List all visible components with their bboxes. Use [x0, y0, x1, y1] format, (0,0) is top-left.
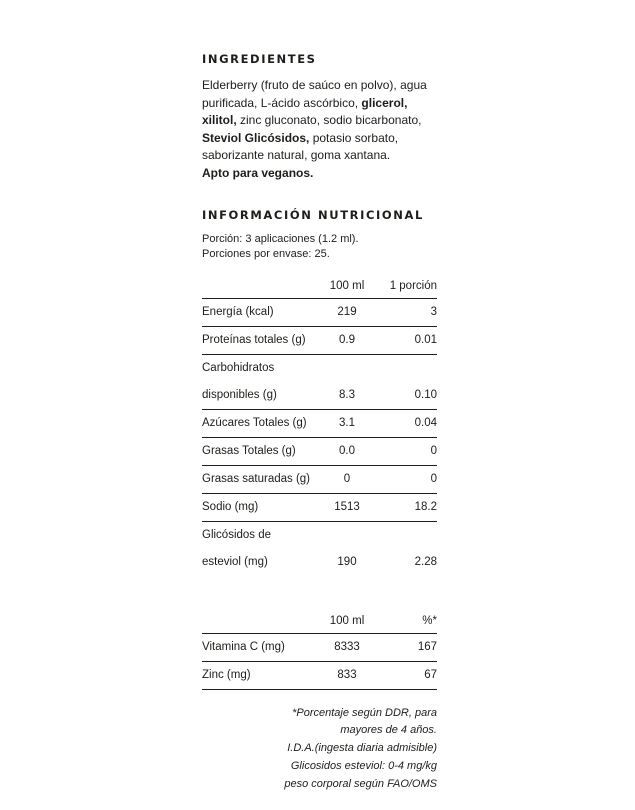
column-header-100ml: 100 ml [329, 614, 365, 627]
row-label: disponibles (g) [202, 389, 277, 402]
ingredients-text-part: potasio sorbato, saborizante natural, goma xantana. [202, 130, 399, 163]
row-value-100ml: 219 [337, 306, 357, 319]
footnote-line: *Porcentaje según DDR, para [292, 706, 437, 719]
row-label: Proteínas totales (g) [202, 334, 306, 347]
table-row [202, 662, 437, 690]
row-label: Vitamina C (mg) [202, 641, 285, 654]
row-value-100ml: 0 [343, 473, 351, 486]
footnote-line: I.D.A.(ingesta diaria admisible) [287, 742, 437, 755]
table-header [202, 609, 437, 634]
table-row [202, 382, 437, 410]
row-value-portion: 0 [430, 445, 437, 458]
row-label: Energía (kcal) [202, 306, 274, 319]
row-value-percent: 167 [417, 641, 437, 654]
ingredients-title: INGREDIENTES [202, 52, 317, 66]
portion-size: Porción: 3 aplicaciones (1.2 ml). [202, 232, 359, 245]
footnote-line: mayores de 4 años. [340, 724, 437, 737]
ingredients-text [202, 77, 437, 183]
row-label: Grasas saturadas (g) [202, 473, 311, 486]
table-row [202, 494, 437, 522]
row-label: Azúcares Totales (g) [202, 417, 307, 430]
row-value-percent: 67 [424, 669, 437, 682]
servings-per-container: Porciones por envase: 25. [202, 248, 330, 261]
column-header-percent: %* [422, 614, 437, 627]
row-label: Grasas Totales (g) [202, 445, 296, 458]
row-label-top: Glicósidos de [202, 529, 272, 542]
portion-info [202, 232, 437, 263]
row-label: Zinc (mg) [202, 669, 251, 682]
row-value-100ml: 3.1 [339, 417, 355, 430]
table-row [202, 327, 437, 355]
row-value-portion: 18.2 [414, 501, 437, 514]
table-row-label-top [202, 522, 437, 549]
row-label: esteviol (mg) [202, 556, 268, 569]
label-content [202, 52, 437, 794]
row-value-100ml: 1513 [334, 501, 360, 514]
nutrition-table [202, 274, 437, 690]
row-value-100ml: 0.9 [339, 334, 355, 347]
table-row [202, 549, 437, 576]
table-row [202, 438, 437, 466]
table-gap [202, 576, 437, 609]
table-row [202, 466, 437, 494]
row-value-portion: 0.10 [414, 389, 437, 402]
ingredient-xilitol: xilitol, [202, 113, 237, 128]
row-label: Sodio (mg) [202, 501, 259, 514]
row-label-top: Carbohidratos [202, 362, 275, 375]
footnote-line: Glicosidos esteviol: 0-4 mg/kg [290, 759, 437, 772]
row-value-portion: 0.04 [414, 417, 437, 430]
ingredients-text-part: Elderberry (fruto de saúco en polvo), agua purificada, L-ácido ascórbico, [202, 78, 427, 110]
footnote-line: peso corporal según FAO/OMS [284, 777, 437, 790]
row-value-100ml: 8.3 [339, 389, 355, 402]
table-header [202, 274, 437, 299]
footnote [202, 705, 437, 794]
nutrition-title: INFORMACIÓN NUTRICIONAL [202, 207, 424, 222]
table-row [202, 410, 437, 438]
table-row [202, 634, 437, 662]
row-value-portion: 3 [430, 306, 437, 319]
row-value-100ml: 190 [337, 556, 357, 569]
row-value-portion: 2.28 [414, 556, 437, 569]
vegan-claim: Apto para veganos. [202, 165, 314, 180]
ingredients-text-part: zinc gluconato, sodio bicarbonato, [236, 113, 422, 128]
row-value-100ml: 8333 [334, 641, 360, 654]
table-row-label-top [202, 355, 437, 382]
row-value-100ml: 0.0 [339, 445, 355, 458]
column-header-100ml: 100 ml [329, 279, 365, 292]
row-value-portion: 0.01 [414, 334, 437, 347]
row-value-portion: 0 [430, 473, 437, 486]
ingredient-glicerol: glicerol, [361, 95, 408, 110]
column-header-portion: 1 porción [389, 279, 437, 292]
table-row [202, 299, 437, 327]
ingredient-steviol: Steviol Glicósidos, [202, 130, 310, 145]
row-value-100ml: 833 [337, 669, 357, 682]
